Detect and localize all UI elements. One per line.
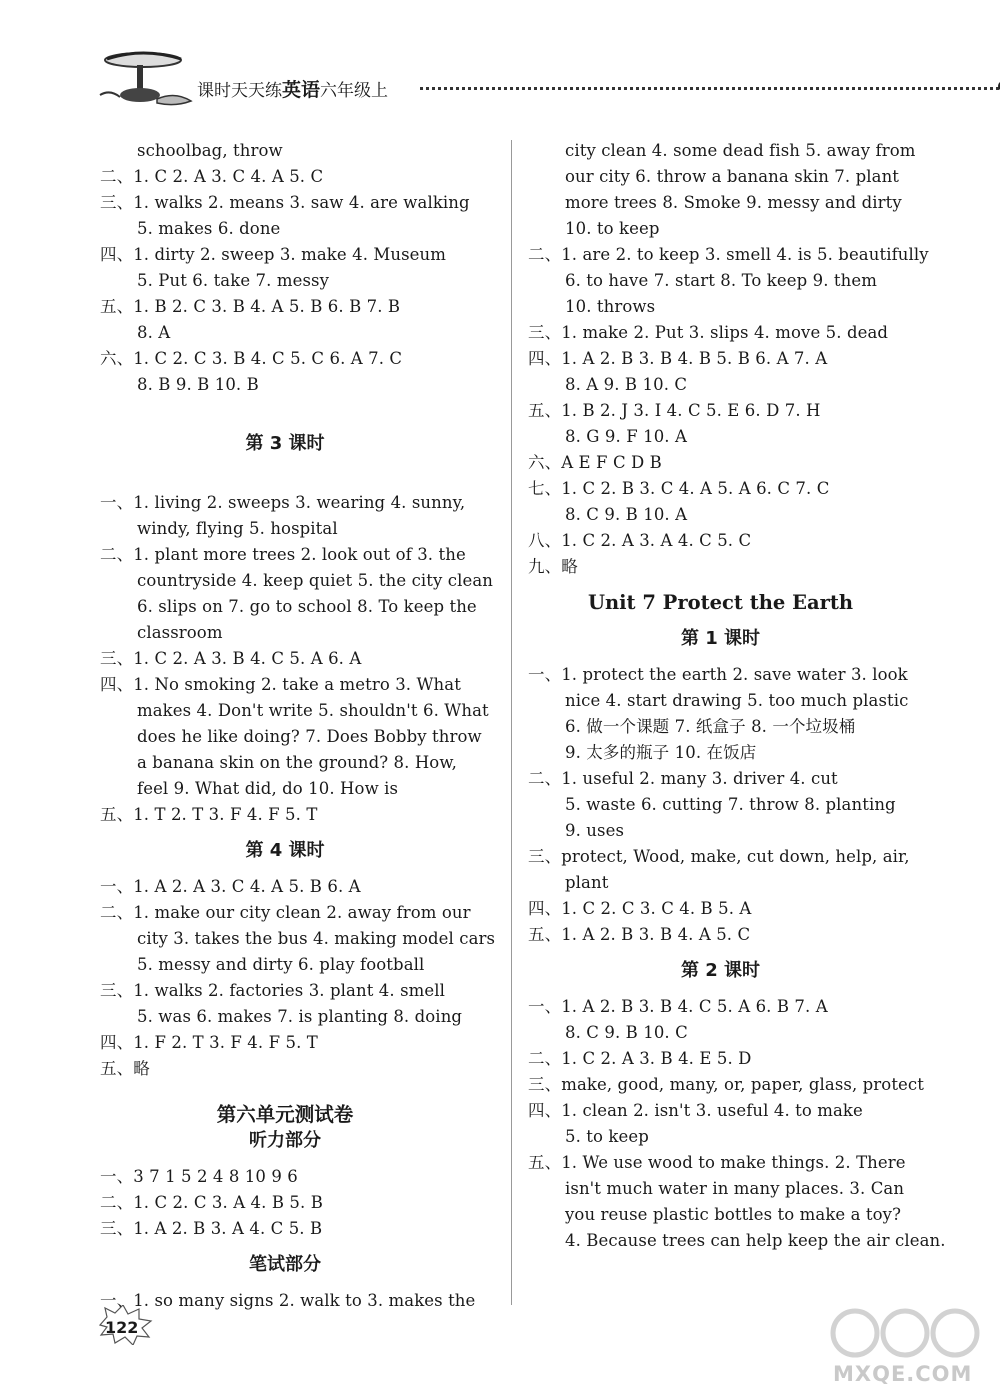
section-heading: 第 2 课时 — [680, 960, 761, 981]
answer-line: nice 4. start drawing 5. too much plastic — [565, 691, 909, 710]
watermark-text: MXQE.COM — [833, 1362, 973, 1386]
answer-line: 8. A — [137, 323, 171, 342]
answer-line: 二、1. C 2. A 3. B 4. E 5. D — [528, 1049, 752, 1068]
answer-line: 五、略 — [100, 1059, 150, 1078]
header-prefix: 课时天天练 — [197, 81, 282, 101]
answer-line: 五、1. We use wood to make things. 2. There — [528, 1153, 906, 1172]
answer-line: 一、3 7 1 5 2 4 8 10 9 6 — [100, 1167, 298, 1186]
left-column — [100, 138, 496, 1314]
answer-line: 四、1. F 2. T 3. F 4. F 5. T — [100, 1033, 318, 1052]
answer-line: 四、1. No smoking 2. take a metro 3. What — [100, 675, 461, 694]
answer-line: classroom — [137, 623, 223, 642]
right-column — [528, 138, 946, 1254]
answer-line: 一、1. protect the earth 2. save water 3. look — [528, 665, 908, 684]
spacer — [528, 984, 913, 994]
answer-line: 5. was 6. makes 7. is planting 8. doing — [137, 1007, 463, 1026]
answer-line: makes 4. Don't write 5. shouldn't 6. What — [137, 701, 489, 720]
answer-line: 五、1. B 2. C 3. B 4. A 5. B 6. B 7. B — [100, 297, 401, 316]
answer-line: 6. 做一个课题 7. 纸盒子 8. 一个垃圾桶 — [565, 717, 856, 736]
answer-line: 三、protect, Wood, make, cut down, help, air, — [528, 847, 910, 866]
answer-line: 五、1. A 2. B 3. B 4. A 5. C — [528, 925, 751, 944]
section-heading: 笔试部分 — [249, 1254, 321, 1275]
answer-line: 七、1. C 2. B 3. C 4. A 5. A 6. C 7. C — [528, 479, 830, 498]
page-number: 122 — [105, 1318, 139, 1337]
answer-line: 三、1. walks 2. means 3. saw 4. are walking — [100, 193, 470, 212]
answer-line: 三、1. C 2. A 3. B 4. C 5. A 6. A — [100, 649, 362, 668]
spacer — [100, 1278, 470, 1288]
answer-line: 8. A 9. B 10. C — [565, 375, 688, 394]
answer-line: 三、1. make 2. Put 3. slips 4. move 5. dead — [528, 323, 889, 342]
answer-line: 四、1. clean 2. isn't 3. useful 4. to make — [528, 1101, 863, 1120]
section-heading: Unit 7 Protect the Earth — [587, 591, 854, 614]
section-heading: 听力部分 — [249, 1130, 321, 1151]
spacer — [100, 398, 470, 431]
answer-line: city 3. takes the bus 4. making model cars — [137, 929, 496, 948]
answer-line: 4. Because trees can help keep the air clean. — [565, 1231, 946, 1250]
answer-line: schoolbag, throw — [137, 141, 283, 160]
answer-line: 四、1. A 2. B 3. B 4. B 5. B 6. A 7. A — [528, 349, 828, 368]
header-subject: 英语 — [282, 79, 321, 101]
answer-line: 6. to have 7. start 8. To keep 9. them — [565, 271, 877, 290]
answer-line: 9. 太多的瓶子 10. 在饭店 — [565, 743, 757, 762]
answer-line: 四、1. dirty 2. sweep 3. make 4. Museum — [100, 245, 447, 264]
answer-line: plant — [565, 873, 609, 892]
section-heading: 第 1 课时 — [680, 628, 761, 649]
answer-line: 5. Put 6. take 7. messy — [137, 271, 330, 290]
answer-line: 五、1. T 2. T 3. F 4. F 5. T — [100, 805, 318, 824]
answer-line: you reuse plastic bottles to make a toy? — [565, 1205, 902, 1224]
spacer — [528, 616, 913, 626]
answer-line: 四、1. C 2. C 3. C 4. B 5. A — [528, 899, 752, 918]
spacer — [100, 1242, 470, 1252]
answer-line: 二、1. C 2. C 3. A 4. B 5. B — [100, 1193, 323, 1212]
answer-line: 五、1. B 2. J 3. I 4. C 5. E 6. D 7. H — [528, 401, 821, 420]
answer-line: 六、A E F C D B — [528, 453, 662, 472]
section-heading: 第六单元测试卷 — [216, 1103, 354, 1126]
answer-line: 5. makes 6. done — [137, 219, 281, 238]
spacer — [100, 1082, 470, 1102]
answer-line: 6. slips on 7. go to school 8. To keep the — [137, 597, 477, 616]
answer-line: countryside 4. keep quiet 5. the city clean — [137, 571, 494, 590]
answer-line: 二、1. plant more trees 2. look out of 3. the — [100, 545, 466, 564]
answer-line: 二、1. are 2. to keep 3. smell 4. is 5. beautifully — [528, 245, 929, 264]
answer-line: 9. uses — [565, 821, 625, 840]
spacer — [100, 864, 470, 874]
header-dotted-rule — [420, 87, 1000, 90]
answer-line: 8. B 9. B 10. B — [137, 375, 259, 394]
answer-line: 10. to keep — [565, 219, 660, 238]
answer-line: 5. waste 6. cutting 7. throw 8. planting — [565, 795, 896, 814]
answer-line: 二、1. make our city clean 2. away from our — [100, 903, 471, 922]
spacer — [528, 580, 913, 590]
answer-line: 一、1. so many signs 2. walk to 3. makes the — [100, 1291, 476, 1310]
section-heading: 第 4 课时 — [245, 840, 325, 861]
answer-line: feel 9. What did, do 10. How is — [137, 779, 399, 798]
answer-line: 5. to keep — [565, 1127, 649, 1146]
answer-line: 8. G 9. F 10. A — [565, 427, 687, 446]
answer-line: more trees 8. Smoke 9. messy and dirty — [565, 193, 902, 212]
page-header — [95, 45, 925, 120]
answer-line: 10. throws — [565, 297, 656, 316]
answer-line: our city 6. throw a banana skin 7. plant — [565, 167, 900, 186]
book-logo-icon — [95, 45, 195, 115]
answer-line: 八、1. C 2. A 3. A 4. C 5. C — [528, 531, 752, 550]
answer-line: 三、1. walks 2. factories 3. plant 4. smell — [100, 981, 446, 1000]
answer-line: 三、make, good, many, or, paper, glass, protect — [528, 1075, 924, 1094]
answer-line: 三、1. A 2. B 3. A 4. C 5. B — [100, 1219, 323, 1238]
answer-line: city clean 4. some dead fish 5. away from — [565, 141, 916, 160]
spacer — [100, 828, 470, 838]
spacer — [528, 652, 913, 662]
header-grade: 六年级上 — [320, 81, 389, 101]
header-title — [197, 75, 388, 102]
answer-line: 九、略 — [528, 557, 578, 576]
spacer — [100, 1154, 470, 1164]
column-divider — [511, 140, 512, 1305]
spacer — [100, 457, 470, 490]
answer-line: 5. messy and dirty 6. play football — [137, 955, 425, 974]
answer-line: 一、1. living 2. sweeps 3. wearing 4. sunny, — [100, 493, 466, 512]
answer-line: 六、1. C 2. C 3. B 4. C 5. C 6. A 7. C — [100, 349, 403, 368]
answer-line: windy, flying 5. hospital — [137, 519, 338, 538]
answer-line: 二、1. useful 2. many 3. driver 4. cut — [528, 769, 838, 788]
answer-line: 二、1. C 2. A 3. C 4. A 5. C — [100, 167, 324, 186]
answer-line: 一、1. A 2. B 3. B 4. C 5. A 6. B 7. A — [528, 997, 828, 1016]
answer-line: 8. C 9. B 10. C — [565, 1023, 688, 1042]
answer-line: a banana skin on the ground? 8. How, — [137, 753, 457, 772]
answer-line: does he like doing? 7. Does Bobby throw — [137, 727, 482, 746]
answer-line: isn't much water in many places. 3. Can — [565, 1179, 905, 1198]
section-heading: 第 3 课时 — [245, 433, 325, 454]
answer-line: 一、1. A 2. A 3. C 4. A 5. B 6. A — [100, 877, 361, 896]
spacer — [528, 948, 913, 958]
answer-line: 8. C 9. B 10. A — [565, 505, 688, 524]
